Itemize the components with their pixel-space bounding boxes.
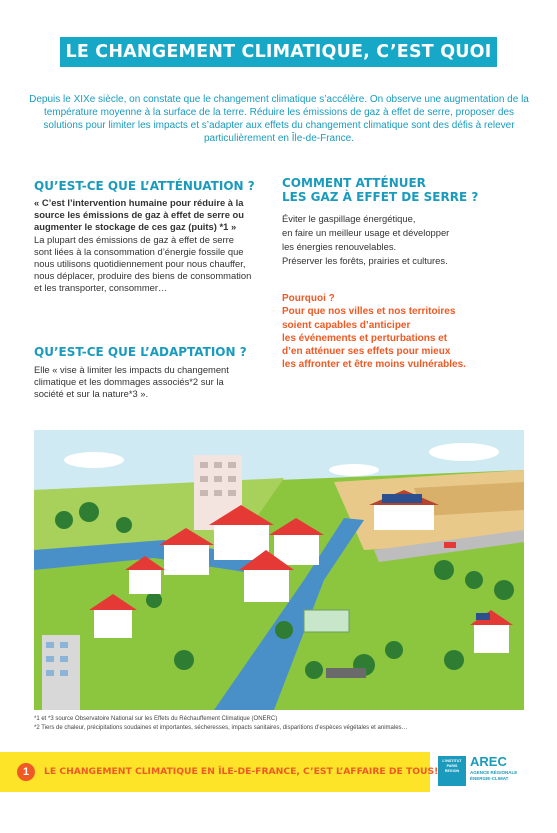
arec-logo: AREC [470,754,507,769]
pourquoi-line: Pour que nos villes et nos territoires [282,306,456,318]
attenuation-text: La plupart des émissions de gaz à effet de serre sont liées à la consommation d’énergie fossile que nous utilisons quotidiennement pour nous chauffer, nous déplacer, produire des biens de consommation et les transporter, consommer… [34,233,252,294]
adaptation-text: Elle « vise à limiter les impacts du changement climatique et les dommages associés*2 sur la société et sur la nature*3 ». [34,364,229,400]
institut-logo: L’INSTITUT PARIS REGION [438,756,466,786]
footnotes [34,715,524,733]
comment-heading [282,176,478,204]
comment-line: Préserver les forêts, prairies et cultures. [282,255,448,266]
comment-heading-line1: COMMENT ATTÉNUER [282,176,426,190]
footer-banner [0,752,439,792]
pourquoi-line: les affronter et être moins vulnérables. [282,359,466,371]
footer-number-badge: 1 [17,763,35,781]
attenuation-body [34,197,254,295]
comment-line: en faire un meilleur usage et développer [282,227,450,238]
footnote-1: *1 et *3 source Observatoire National sur les Effets du Réchauffement Climatique (ONERC) [34,716,278,722]
comment-line: Éviter le gaspillage énergétique, [282,213,416,224]
intro-paragraph: Depuis le XIXe siècle, on constate que le changement climatique s’accélère. On observe une augmentation de la température moyenne à la surface de la terre. Réduire les émissions de gaz à effet de serre, proposer des solutions pour limiter les impacts et s’adapter aux effets du changement climatique sont des défis à relever particulièrement en Île-de-France. [29,94,529,144]
attenuation-quote: « C’est l’intervention humaine pour réduire à la source les émissions de gaz à effet de serre ou augmenter le stockage de ces gaz (puits) *1 » [34,197,244,233]
pourquoi-line: soient capables d’anticiper [282,319,411,331]
city-illustration [34,430,524,710]
page-title: LE CHANGEMENT CLIMATIQUE, C’EST QUOI ? [60,37,497,67]
pourquoi-label: Pourquoi ? [282,293,335,304]
footnote-2: *2 Tiers de chaleur, précipitations soudaines et importantes, sécheresses, impacts sanitaires, disparitions d’espèces végétales et animales… [34,725,408,731]
comment-line: les énergies renouvelables. [282,241,397,252]
attenuation-heading: QU’EST-CE QUE L’ATTÉNUATION ? [34,179,255,193]
pourquoi-line: les événements et perturbations et [282,332,448,344]
comment-body [282,212,522,268]
adaptation-heading: QU’EST-CE QUE L’ADAPTATION ? [34,345,247,359]
pourquoi-block [282,292,522,372]
footer-text: LE CHANGEMENT CLIMATIQUE EN ÎLE-DE-FRANCE, C’EST L’AFFAIRE DE TOUS! [44,766,439,777]
pourquoi-line: d’en atténuer ses effets pour mieux [282,346,451,358]
comment-heading-line2: LES GAZ À EFFET DE SERRE ? [282,190,479,204]
arec-subtitle: AGENCE RÉGIONALE ÉNERGIE-CLIMAT [470,770,518,781]
